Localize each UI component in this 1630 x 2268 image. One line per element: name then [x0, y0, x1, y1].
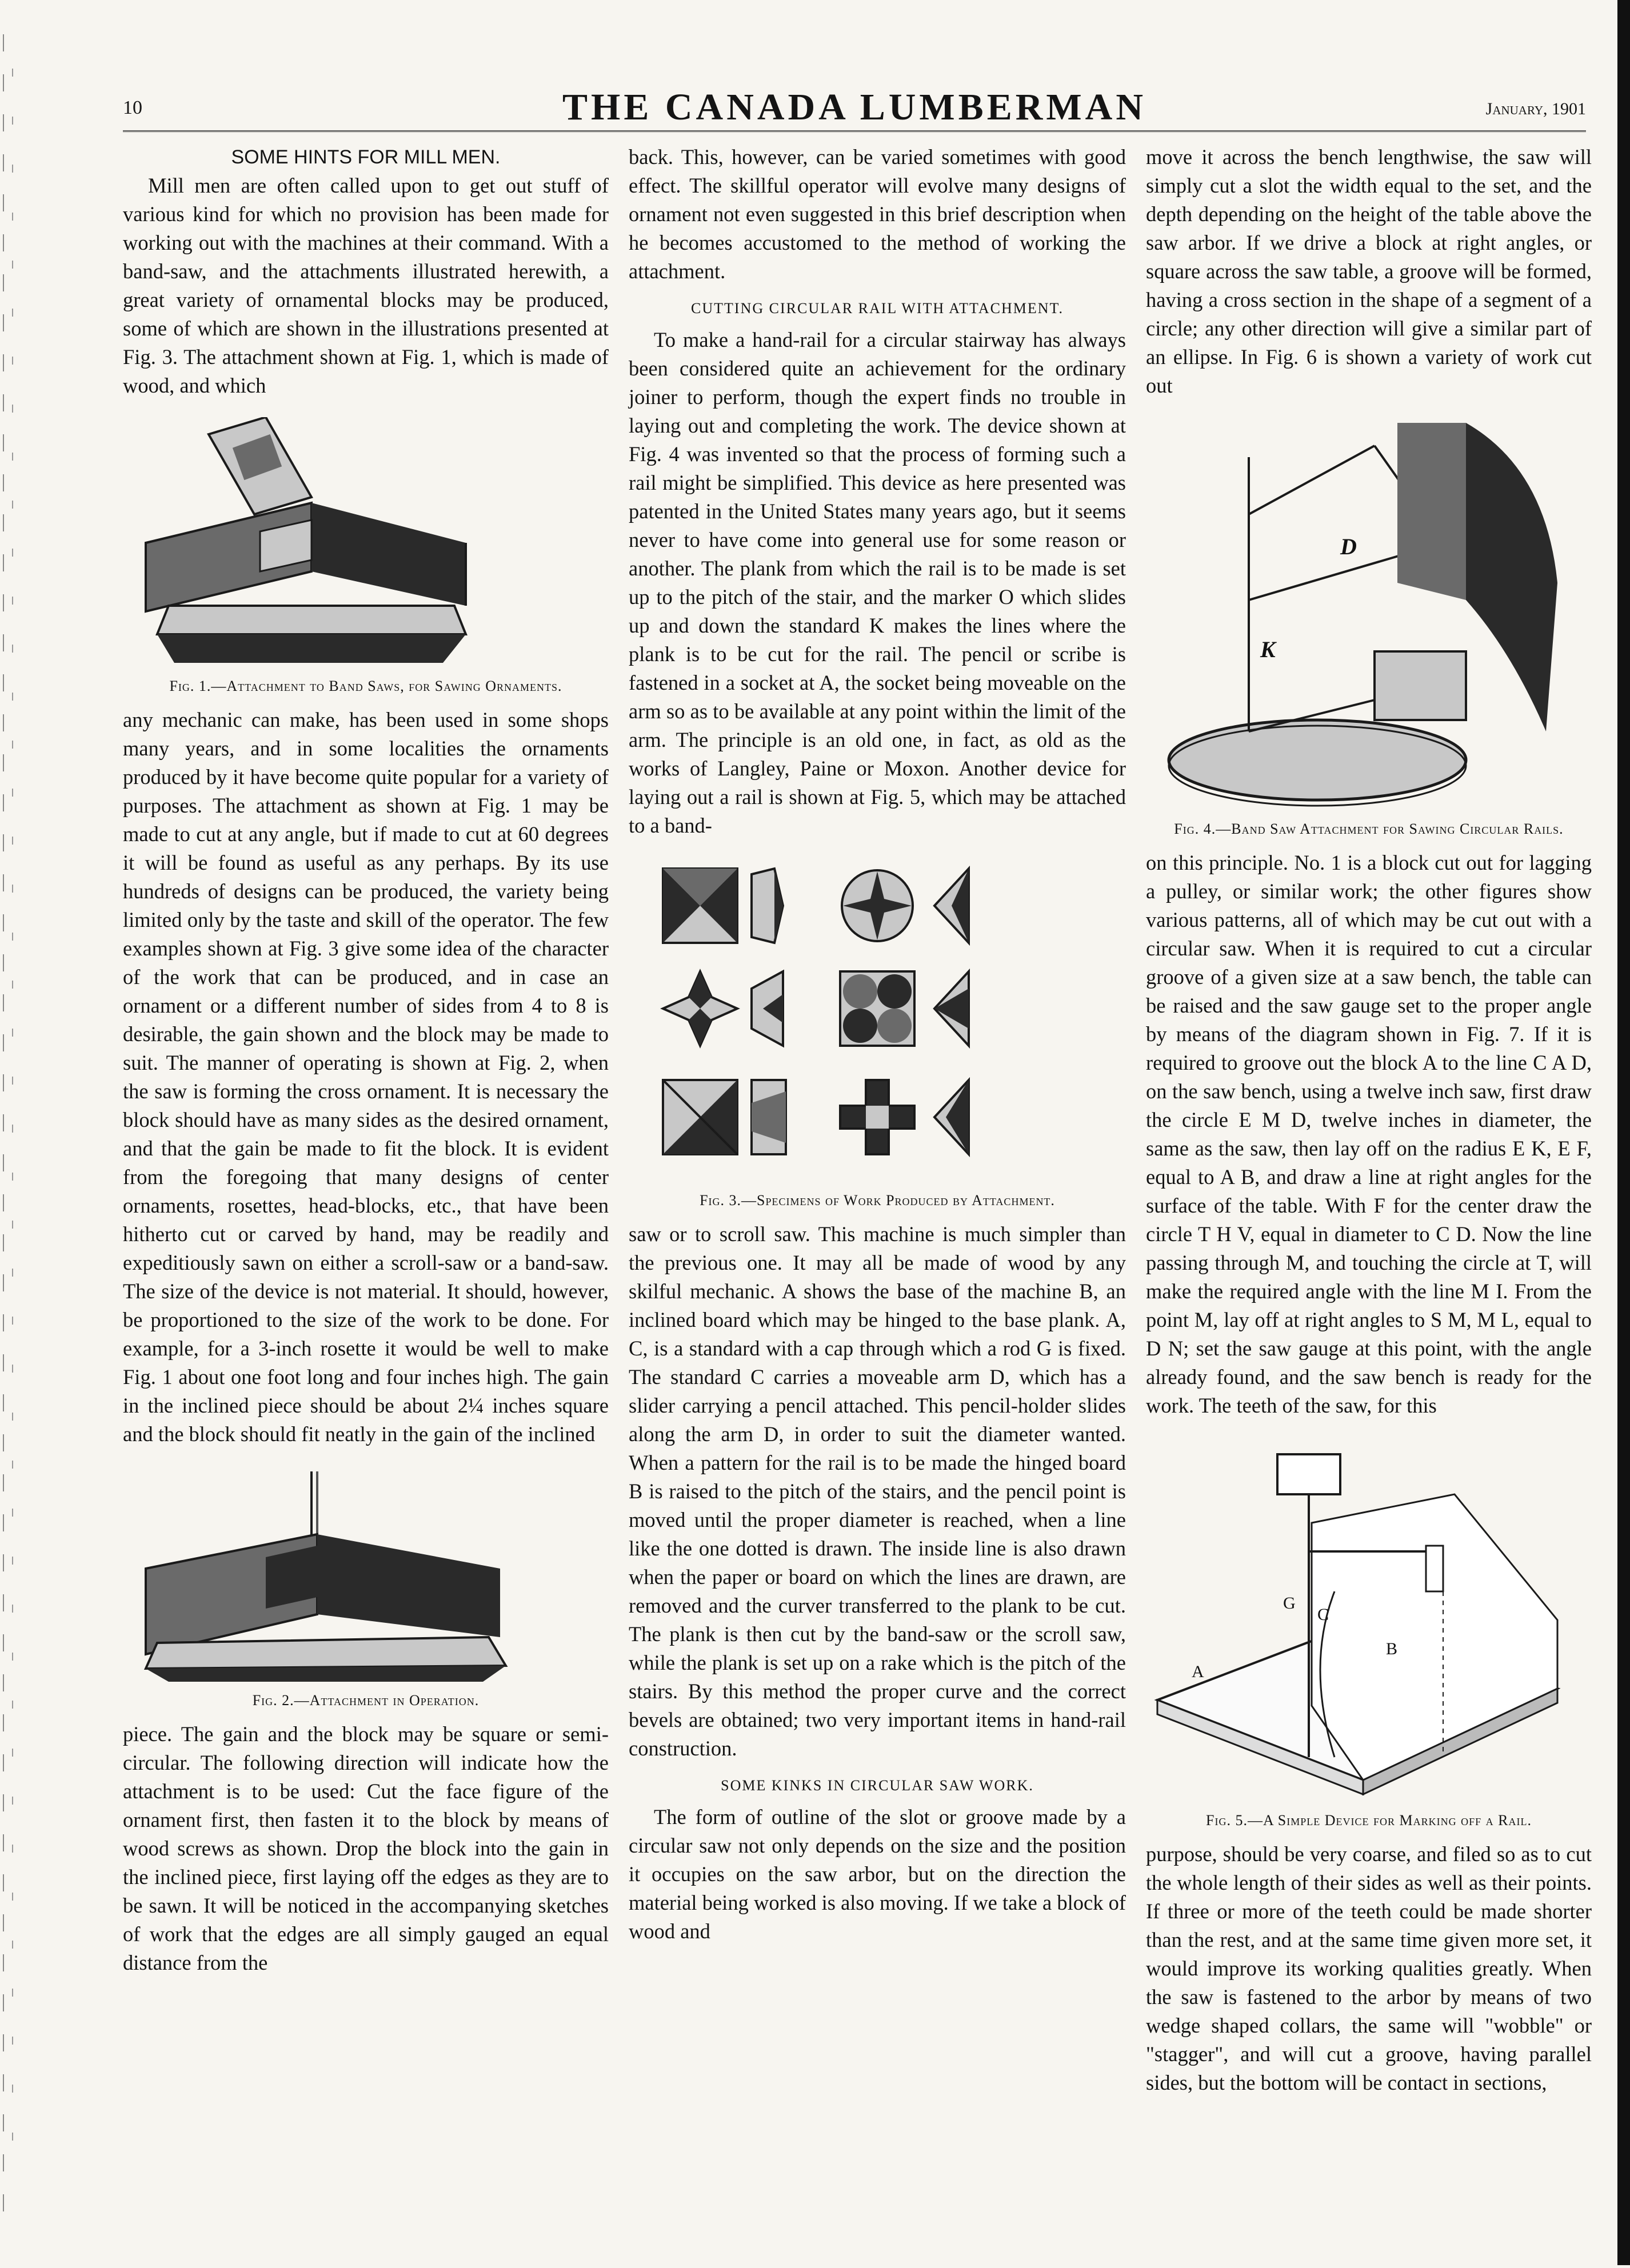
- figure-4-caption: Fig. 4.—Band Saw Attachment for Sawing Circular Rails.: [1174, 821, 1564, 837]
- col2-paragraph-1: back. This, however, can be varied sometimes with good effect. The skillful operator will evolve many designs of ornament not even suggested in this brief description when he becomes accustomed to the method of working the attachment.: [629, 145, 1126, 283]
- page-number: 10: [123, 97, 142, 118]
- fig4-label-k: K: [1260, 637, 1276, 662]
- binding-edge: [1617, 0, 1630, 2265]
- fig5-label-a: A: [1192, 1662, 1204, 1681]
- fig5-label-c: C: [1317, 1605, 1329, 1624]
- figure-4: [1146, 400, 1592, 838]
- figure-3-caption: Fig. 3.—Specimens of Work Produced by Attachment.: [700, 1192, 1055, 1209]
- circular-rail-saw-attachment-illustration: [1146, 411, 1569, 811]
- figure-2-caption: Fig. 2.—Attachment in Operation.: [252, 1692, 480, 1709]
- column-1: [123, 143, 609, 1977]
- ornament-specimens-illustration: [629, 857, 1029, 1183]
- column-3: [1146, 143, 1592, 2097]
- col3-paragraph-2: on this principle. No. 1 is a block cut out for lagging a pulley, or similar work; the other figures show various patterns, all of which may be cut out with a circular saw. When it is required to cut a circular groove of a given size at a saw bench, the table can be raised and the saw gauge set to the proper angle by means of the diagram shown in Fig. 7. If it is required to groove out the block A to the line C A D, on the saw bench, using a twelve inch saw, first draw the circle E M D, twelve inches in diameter, the same as the saw, then lay off on the radius E K, E F, equal to A B, and draw a line at right angles for the surface of the table. With F for the center draw the circle T H V, equal in diameter to C D. Now the line passing through M, and touching the circle at T, will make the required angle with the line M I. From the point M, lay off at right angles to S M, M L, equal to D N; set the saw gauge at this point, with the angle already found, and the saw bench is ready for the work. The teeth of the saw, for this: [1146, 851, 1592, 1417]
- col1-paragraph-2: any mechanic can make, has been used in some shops many years, and in some localities the ornaments produced by it have become quite popular for a variety of purposes. The attachment as shown at Fig. 1 may be made to cut at any angle, but if made to cut at 60 degrees it will be found as useful as any perhaps. By its use hundreds of designs can be produced, the variety being limited only by the taste and skill of the operator. The few examples shown at Fig. 3 give some idea of the character of the work that can be produced, and in case an ornament or a different number of sides from 4 to 8 is desirable, the gain shown and the block may be made to suit. The manner of operating is shown at Fig. 2, when the saw is forming the cross ornament. It is necessary the block should have as many sides as the desired ornament, and that the gain be made to fit the block. It is evident from the foregoing that many designs of center ornaments, rosettes, head-blocks, etc., that have been hitherto cut or carved by hand, may be readily and expeditiously sawn on either a scroll-saw or a band-saw. The size of the device is not material. It should, however, be proportioned to the size of the work to be done. For example, for a 3-inch rosette it would be well to make Fig. 1 about one foot long and four inches high. The gain in the inclined piece should be about 2¼ inches square and the block should fit neatly in the gain of the inclined: [123, 708, 609, 1446]
- page-edge-marks: [0, 0, 23, 2265]
- figure-1: [123, 400, 609, 695]
- col1-paragraph-3: piece. The gain and the block may be square or semi-circular. The following direction will indicate how the attachment is to be used: Cut the face figure of the ornament first, then fasten it to the block by means of wood screws as shown. Drop the block into the gain in the inclined piece, first laying off the edges as they are to be sawn. It will be noticed in the accompanying sketches of work that the edges are all simply gauged an equal distance from the: [123, 1722, 609, 1974]
- subhead-circular-saw-work: SOME KINKS IN CIRCULAR SAW WORK.: [721, 1777, 1034, 1794]
- col3-paragraph-3: purpose, should be very coarse, and filed so as to cut the whole length of their sides as well as their points. If three or more of the teeth could be made shorter than the rest, and at the same time given more set, it would improve its working qualities greatly. When the saw is fastened to the arbor by means of two wedge shaped collars, the same will "wobble" or "stagger", and will cut a groove, having parallel sides, but the bottom will be contact in sections,: [1146, 1842, 1592, 2094]
- band-saw-attachment-illustration: [123, 417, 489, 669]
- col2-paragraph-4: The form of outline of the slot or groove made by a circular saw not only depends on the size and the position it occupies on the saw arbor, but on the direction the material being worked is also moving. If we take a block of wood and: [629, 1805, 1126, 1943]
- col2-paragraph-2: To make a hand-rail for a circular stairway has always been considered quite an achievement for the ordinary joiner to perform, though the expert finds no trouble in laying out and completing the work. The device shown at Fig. 4 was invented so that the process of forming such a rail might be simplified. This device as here presented was patented in the United States many years ago, but it seems never to have come into general use for some reason or another. The plank from which the rail is to be made is set up to the pitch of the stair, and the marker O which slides up and down the standard K makes the lines where the plank is to be cut for the rail. The pencil or scribe is fastened in a socket at A, the socket being moveable on the arm so as to be available at any point within the limit of the arm. The principle is an old one, in fact, as old as the works of Langley, Paine or Moxon. Another device for laying out a rail is shown at Fig. 5, which may be attached to a band-: [629, 328, 1126, 837]
- header-rule: [123, 130, 1586, 132]
- subhead-circular-rail: CUTTING CIRCULAR RAIL WITH ATTACHMENT.: [691, 300, 1064, 317]
- issue-date: January, 1901: [1485, 99, 1586, 118]
- figure-1-caption: Fig. 1.—Attachment to Band Saws, for Sawing Ornaments.: [169, 678, 562, 694]
- figure-5: [1146, 1420, 1592, 1830]
- rail-marking-device-illustration: [1146, 1437, 1569, 1803]
- figure-2: [123, 1449, 609, 1710]
- col2-paragraph-3: saw or to scroll saw. This machine is much simpler than the previous one. It may all be made of wood by any skilful mechanic. A shows the base of the machine B, an inclined board which may be hinged to the base plank. A, C, is a standard with a cap through which a rod G is fixed. The standard C carries a moveable arm D, which has a slider carrying a pencil attached. This pencil-holder slides along the arm D, in order to suit the diameter wanted. When a pattern for the rail is to be made the hinged board B is raised to the pitch of the stairs, and the pencil point is moved until the proper diameter is reached, when a line like the one dotted is drawn. The inside line is also drawn when the paper or board on which the lines are drawn, are removed and the curver transferred to the plank to be cut. The plank is then cut by the band-saw or the scroll saw, while the plank is set up on a rake which is the pitch of the stairs. By this method the proper curve and the correct bevels are obtained; two very important items in hand-rail construction.: [629, 1222, 1126, 1760]
- page-header: [123, 86, 1586, 131]
- figure-5-caption: Fig. 5.—A Simple Device for Marking off a Rail.: [1206, 1812, 1532, 1829]
- article-title: SOME HINTS FOR MILL MEN.: [231, 146, 501, 168]
- figure-3: [629, 840, 1126, 1210]
- col3-paragraph-1: move it across the bench lengthwise, the saw will simply cut a slot the width equal to the set, and the depth depending on the height of the table above the saw arbor. If we drive a block at right angles, or square across the saw table, a groove will be formed, having a cross section in the shape of a segment of a circle; any other direction will give a similar part of an ellipse. In Fig. 6 is shown a variety of work cut out: [1146, 145, 1592, 397]
- col1-paragraph-1: Mill men are often called upon to get out stuff of various kind for which no provision has been made for working out with the machines at their command. With a band-saw, and the attachments illustrated herewith, a great variety of ornamental blocks may be produced, some of which are shown in the illustrations presented at Fig. 3. The attachment shown at Fig. 1, which is made of wood, and which: [123, 174, 609, 397]
- column-2: [629, 143, 1126, 1946]
- fig5-label-g: G: [1283, 1594, 1296, 1613]
- fig5-label-b: B: [1386, 1639, 1398, 1658]
- fig4-label-d: D: [1340, 534, 1357, 559]
- masthead-title: THE CANADA LUMBERMAN: [562, 86, 1147, 128]
- attachment-in-operation-illustration: [123, 1471, 523, 1683]
